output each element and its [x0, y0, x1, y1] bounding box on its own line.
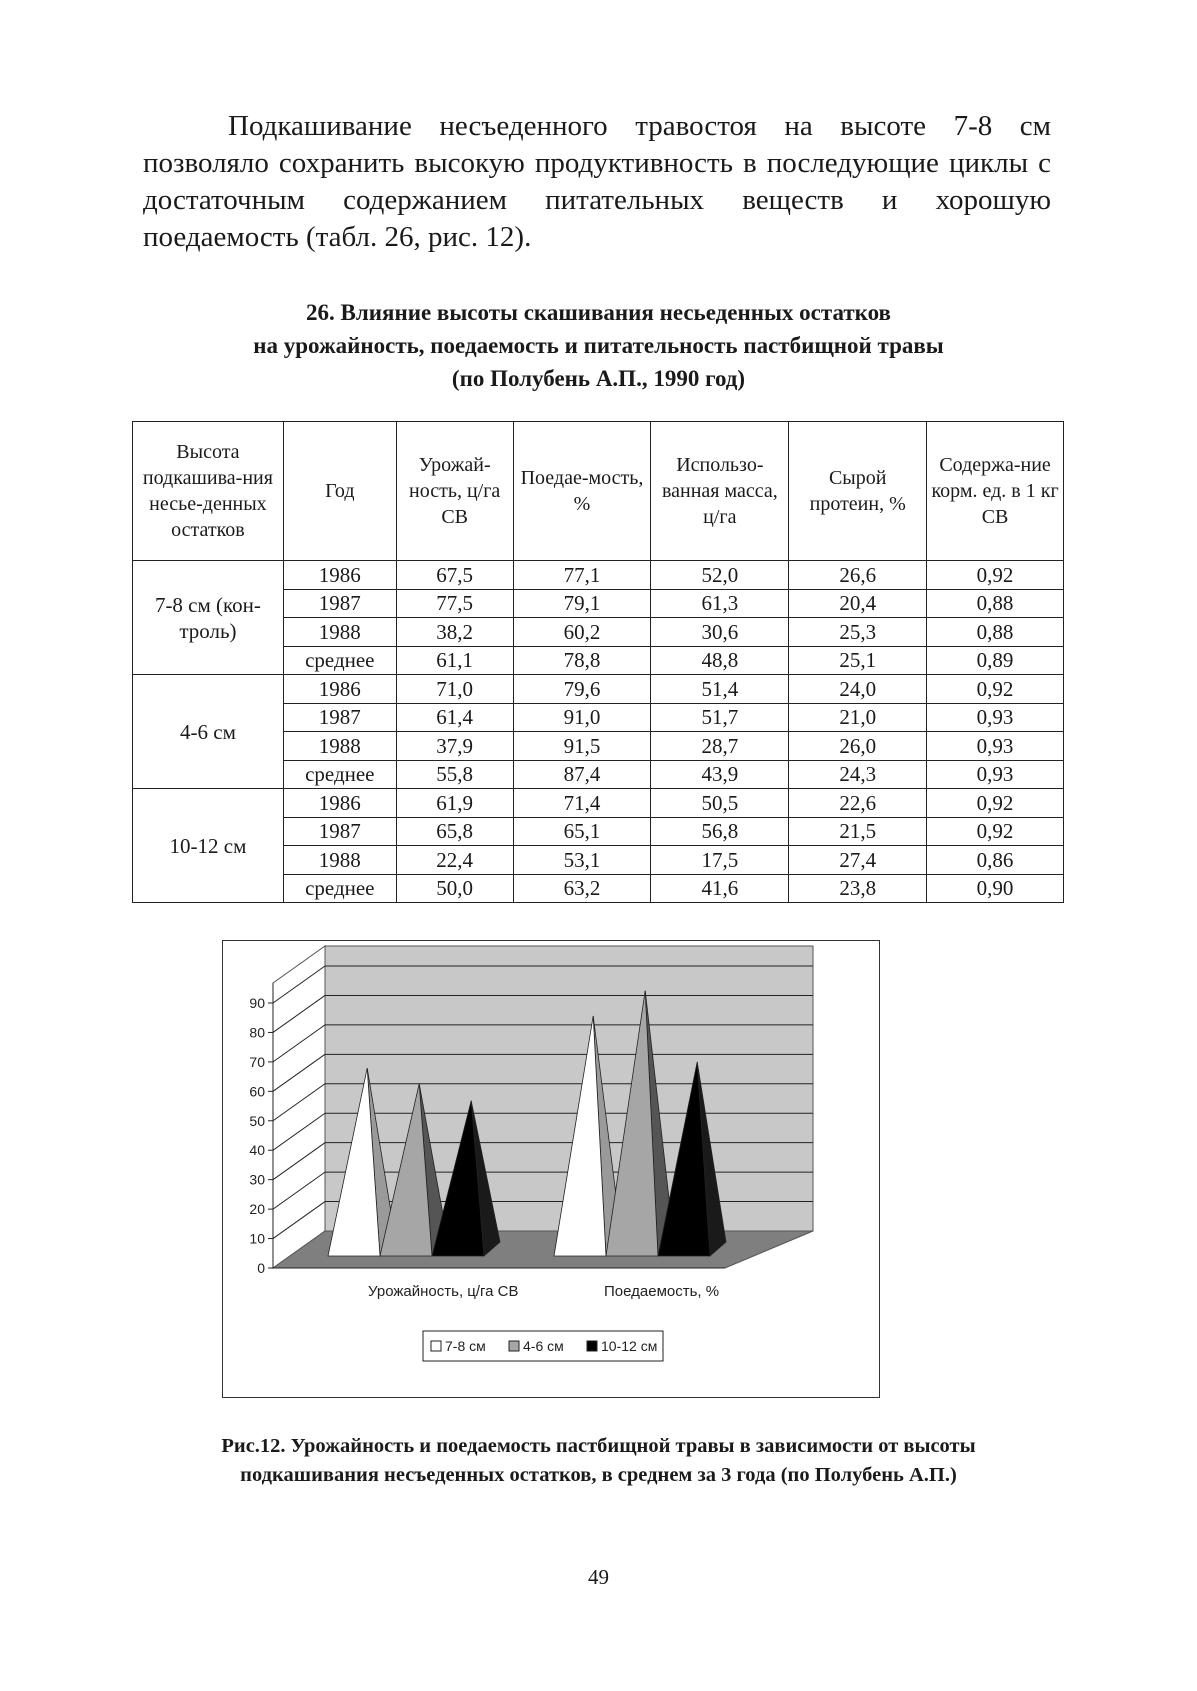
- value-cell: 0,89: [927, 646, 1064, 675]
- year-cell: 1987: [283, 817, 396, 846]
- value-cell: 65,1: [513, 817, 651, 846]
- group-label: 4-6 см: [133, 675, 284, 789]
- value-cell: 61,3: [651, 589, 789, 618]
- header-crude-protein: Сырой протеин, %: [789, 422, 927, 561]
- year-cell: 1987: [283, 703, 396, 732]
- value-cell: 78,8: [513, 646, 651, 675]
- value-cell: 77,5: [396, 589, 513, 618]
- year-cell: 1988: [283, 618, 396, 647]
- year-cell: 1986: [283, 561, 396, 590]
- value-cell: 22,6: [789, 789, 927, 818]
- value-cell: 21,5: [789, 817, 927, 846]
- value-cell: 51,7: [651, 703, 789, 732]
- value-cell: 0,92: [927, 789, 1064, 818]
- chart-frame: [222, 940, 880, 1398]
- header-eatability: Поедае-мость, %: [513, 422, 651, 561]
- header-feed-units: Содержа-ние корм. ед. в 1 кг СВ: [927, 422, 1064, 561]
- figure-caption: [120, 1432, 1077, 1490]
- value-cell: 53,1: [513, 846, 651, 875]
- legend-swatch: [587, 1341, 597, 1351]
- pyramid-chart: [223, 941, 879, 1397]
- value-cell: 0,92: [927, 561, 1064, 590]
- value-cell: 51,4: [651, 675, 789, 704]
- table-row: [133, 561, 1064, 590]
- y-tick-label: 0: [257, 1260, 265, 1276]
- value-cell: 28,7: [651, 732, 789, 761]
- body-paragraph: Подкашивание несъеденного травостоя на высоте 7-8 см позволяло сохранить высокую продуктивность в последующие циклы с достаточным содержанием питательных веществ и хорошую поедаемость (табл. 26, рис. 12).: [143, 110, 1051, 253]
- data-table: [132, 421, 1064, 903]
- value-cell: 91,5: [513, 732, 651, 761]
- value-cell: 25,3: [789, 618, 927, 647]
- value-cell: 0,90: [927, 874, 1064, 903]
- value-cell: 0,92: [927, 817, 1064, 846]
- value-cell: 79,1: [513, 589, 651, 618]
- value-cell: 0,92: [927, 675, 1064, 704]
- value-cell: 41,6: [651, 874, 789, 903]
- value-cell: 50,0: [396, 874, 513, 903]
- value-cell: 20,4: [789, 589, 927, 618]
- value-cell: 38,2: [396, 618, 513, 647]
- value-cell: 0,88: [927, 589, 1064, 618]
- year-cell: среднее: [283, 646, 396, 675]
- y-tick-label: 70: [249, 1053, 265, 1070]
- table-title-line-1: 26. Влияние высоты скашивания несьеденных остатков: [306, 300, 891, 325]
- y-tick-label: 90: [249, 995, 265, 1011]
- header-used-mass: Использо-ванная масса, ц/га: [651, 422, 789, 561]
- value-cell: 24,3: [789, 760, 927, 789]
- table-title-line-3: (по Полубень А.П., 1990 год): [451, 366, 746, 391]
- x-category-label: Поедаемость, %: [604, 1283, 720, 1300]
- legend-label: 4-6 см: [523, 1338, 564, 1354]
- value-cell: 63,2: [513, 874, 651, 903]
- year-cell: 1988: [283, 732, 396, 761]
- value-cell: 61,4: [396, 703, 513, 732]
- table-row: [133, 675, 1064, 704]
- table-header-row: [133, 422, 1064, 561]
- value-cell: 0,93: [927, 703, 1064, 732]
- group-label: 10-12 см: [133, 789, 284, 903]
- legend-swatch: [431, 1341, 441, 1351]
- y-tick-label: 30: [249, 1171, 265, 1188]
- value-cell: 43,9: [651, 760, 789, 789]
- value-cell: 71,4: [513, 789, 651, 818]
- table-body: [133, 561, 1064, 903]
- value-cell: 60,2: [513, 618, 651, 647]
- value-cell: 56,8: [651, 817, 789, 846]
- year-cell: 1987: [283, 589, 396, 618]
- year-cell: среднее: [283, 760, 396, 789]
- legend-swatch: [509, 1341, 519, 1351]
- value-cell: 48,8: [651, 646, 789, 675]
- value-cell: 22,4: [396, 846, 513, 875]
- header-yield: Урожай-ность, ц/га СВ: [396, 422, 513, 561]
- y-tick-label: 20: [249, 1201, 265, 1218]
- value-cell: 65,8: [396, 817, 513, 846]
- value-cell: 61,9: [396, 789, 513, 818]
- value-cell: 24,0: [789, 675, 927, 704]
- value-cell: 67,5: [396, 561, 513, 590]
- table-row: [133, 789, 1064, 818]
- y-tick-label: 10: [249, 1230, 265, 1247]
- table-title-line-2: на урожайность, поедаемость и питательность пастбищной травы: [253, 333, 944, 358]
- value-cell: 55,8: [396, 760, 513, 789]
- value-cell: 61,1: [396, 646, 513, 675]
- y-tick-label: 50: [249, 1112, 265, 1129]
- legend-label: 7-8 см: [445, 1338, 486, 1354]
- group-label: 7-8 см (кон-троль): [133, 561, 284, 675]
- value-cell: 0,93: [927, 732, 1064, 761]
- value-cell: 25,1: [789, 646, 927, 675]
- value-cell: 0,93: [927, 760, 1064, 789]
- value-cell: 50,5: [651, 789, 789, 818]
- value-cell: 23,8: [789, 874, 927, 903]
- value-cell: 91,0: [513, 703, 651, 732]
- value-cell: 26,6: [789, 561, 927, 590]
- value-cell: 52,0: [651, 561, 789, 590]
- caption-line-2: подкашивания несъеденных остатков, в среднем за 3 года (по Полубень А.П.): [240, 1464, 957, 1486]
- caption-line-1: Рис.12. Урожайность и поедаемость пастбищной травы в зависимости от высоты: [221, 1435, 976, 1457]
- header-cut-height: Высота подкашива-ния несье-денных остатков: [133, 422, 284, 561]
- table-title: [120, 296, 1077, 395]
- value-cell: 79,6: [513, 675, 651, 704]
- value-cell: 17,5: [651, 846, 789, 875]
- value-cell: 77,1: [513, 561, 651, 590]
- value-cell: 21,0: [789, 703, 927, 732]
- year-cell: среднее: [283, 874, 396, 903]
- year-cell: 1988: [283, 846, 396, 875]
- value-cell: 27,4: [789, 846, 927, 875]
- legend-label: 10-12 см: [601, 1338, 658, 1354]
- value-cell: 26,0: [789, 732, 927, 761]
- y-tick-label: 60: [249, 1083, 265, 1100]
- page-number: 49: [588, 1565, 609, 1589]
- y-tick-label: 40: [249, 1142, 265, 1159]
- year-cell: 1986: [283, 675, 396, 704]
- header-year: Год: [283, 422, 396, 561]
- value-cell: 37,9: [396, 732, 513, 761]
- value-cell: 0,86: [927, 846, 1064, 875]
- value-cell: 0,88: [927, 618, 1064, 647]
- y-tick-label: 80: [249, 1024, 265, 1041]
- x-category-label: Урожайность, ц/га СВ: [368, 1283, 519, 1300]
- year-cell: 1986: [283, 789, 396, 818]
- value-cell: 71,0: [396, 675, 513, 704]
- value-cell: 87,4: [513, 760, 651, 789]
- value-cell: 30,6: [651, 618, 789, 647]
